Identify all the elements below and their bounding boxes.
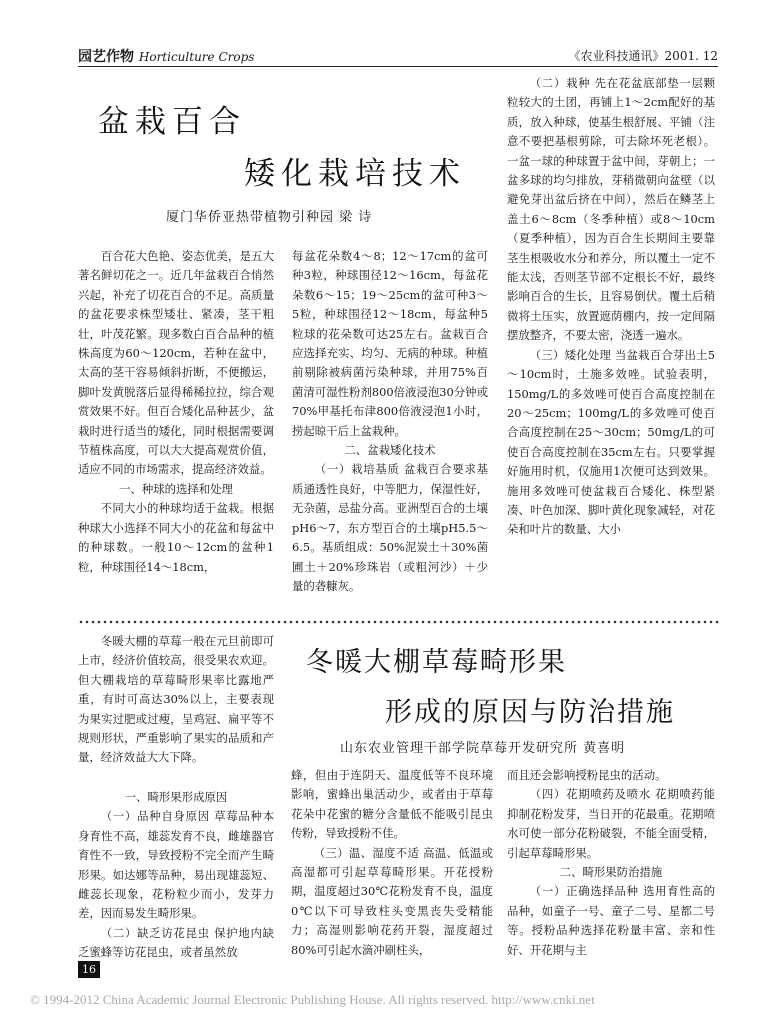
paragraph: 冬暖大棚的草莓一般在元旦前即可上市，经济价值较高，很受果农欢迎。但大棚栽培的草莓畸形果率比露地严重，有时可高达30%以上，主要表现为果实过肥或过瘦，呈鸡冠、扁平等不规则形状，严重影响了果实的品质和产量，经济效益大大下降。 [78, 634, 274, 765]
paragraph: 而且还会影响授粉昆虫的活动。 [507, 768, 667, 782]
paragraph: 百合花大色艳、姿态优美，是五大著名鲜切花之一。近几年盆栽百合悄然兴起，补充了切花百合的不足。高质量的盆花要求株型矮壮、紧凑，茎干粗壮，叶茂花繁。现多数白百合品种的植株高度为60～120cm，若种在盆中，太高的茎干容易倾斜折断，不便搬运，脚叶发黄脱落后显得稀稀拉拉，综合观赏效果不好。但百合矮化品种甚少，盆栽时进行适当的矮化，同时根据需要调节植株高度，可以大大提高观赏价值，适应不同的市场需求，提高经济效益。 [78, 249, 274, 477]
article2-column-1 [78, 788, 274, 963]
section-heading: 一、种球的选择和处理 [119, 481, 233, 496]
article1-column-1 [78, 247, 274, 577]
section-heading: 二、畸形果防治措施 [559, 865, 663, 880]
section-label: 园艺作物 Horticulture Crops [78, 49, 255, 65]
article1-author: 厦门华侨亚热带植物引种园 梁 诗 [166, 210, 373, 225]
article-separator [78, 619, 720, 625]
paragraph: 蜂，但由于连阴天、温度低等不良环境影响，蜜蜂出巢活动少，或者由于草莓花朵中花蜜的糖分含量低不能吸引昆虫传粉，导致授粉不佳。 [291, 768, 493, 841]
page-number: 16 [78, 961, 100, 978]
article1-column-2 [292, 247, 488, 596]
article2-column-2 [291, 766, 493, 960]
article1-title-line2: 矮化栽培技术 [244, 156, 466, 192]
paragraph: （二）栽种 先在花盆底部垫一层颗粒较大的土团，再铺上1～2cm配好的基质，放入种球，使基生根舒展、平铺（注意不要把基根剪除，可去除坏死老根）。一盆一球的种球置于盆中间，芽朝上；一盆多球的均匀排放，芽稍微朝向盆壁（以避免芽出盆后挤在中间），然后在鳞茎上盖土6～8cm（冬季种植）或8～10cm（夏季种植），因为百合生长期间主要靠茎生根吸收水分和养分，所以覆土一定不能太浅，否则茎节部不定根长不好，最终影响百合的生长，且容易倒伏。覆土后稍微将土压实，放置遮荫棚内，按一定间隔摆放整齐，不要太密，浇透一遍水。 [507, 76, 715, 343]
article2-title-line1: 冬暖大棚草莓畸形果 [306, 647, 567, 678]
paragraph: （二）缺乏访花昆虫 保护地内缺乏蜜蜂等访花昆虫，或者虽然放 [78, 925, 274, 960]
article2-intro [78, 632, 274, 768]
paragraph: （三）矮化处理 当盆栽百合芽出土5～10cm时，土施多效唑。试验表明，150mg/L的多效唑可使百合高度控制在20～25cm；100mg/L的多效唑可使百合高度控制在25～30cm；50mg/L的可使百合高度控制在35cm左右。只要掌握好施用时机，仅施用1次便可达到效果。施用多效唑可使盆栽百合矮化、株型紧凑、叶色加深、脚叶黄化现象减轻，对花朵和叶片的数量、大小 [507, 347, 715, 537]
paragraph: 每盆花朵数4～8；12～17cm的盆可种3粒，种球围径12～16cm，每盆花朵数6～15；19～25cm的盆可种3～5粒，种球围径12～18cm，每盆种5粒球的花朵数可达25左右。盆栽百合应选择充实、均匀、无病的种球。种植前剔除被病菌污染种球，并用75%百菌清可湿性粉剂800倍液浸泡30分钟或70%甲基托布津800倍液浸泡1小时，捞起晾干后上盆栽种。 [292, 249, 488, 438]
copyright-footer: © 1994-2012 China Academic Journal Electronic Publishing House. All rights reserved. http://www.cnki.net [30, 992, 595, 1007]
article1-column-3 [507, 74, 715, 540]
article2-title-line2: 形成的原因与防治措施 [385, 697, 675, 728]
running-head [78, 46, 718, 67]
paragraph: （四）花期喷药及喷水 花期喷药能抑制花粉发芽，当日开的花最重。花期喷水可使一部分花粉破裂，不能全面受精，引起草莓畸形果。 [507, 787, 715, 860]
paragraph: （一）栽培基质 盆栽百合要求基质通透性良好，中等肥力，保湿性好，无杂菌，忌盐分高。亚洲型百合的土壤pH6～7，东方型百合的土壤pH5.5～6.5。基质组成：50%泥炭土＋30%菌圃土＋20%珍珠岩（或粗河沙）＋少量的砻糠灰。 [292, 462, 488, 593]
journal-issue: 《农业科技通讯》2001. 12 [568, 49, 718, 63]
paragraph: 不同大小的种球均适于盆栽。根据种球大小选择不同大小的花盆和每盆中的种球数。一般10～12cm的盆种1粒，种球围径14～18cm， [78, 501, 274, 574]
paragraph: （三）温、湿度不适 高温、低温或高湿都可引起草莓畸形果。开花授粉期，温度超过30℃花粉发育不良，温度0℃以下可导致柱头变黑丧失受精能力；高湿则影响花药开裂，湿度超过80%可引起水滴冲刷柱头， [291, 845, 493, 957]
article2-author: 山东农业管理干部学院草莓开发研究所 黄喜明 [340, 741, 626, 756]
section-heading: 二、盆栽矮化技术 [344, 443, 436, 458]
article1-title-line1: 盆栽百合 [98, 104, 246, 140]
section-heading: 一、畸形果形成原因 [124, 790, 228, 804]
paragraph: （一）正确选择品种 选用育性高的品种，如童子一号、童子二号、星都二号等。授粉品种选择花粉量丰富、亲和性好、开花期与主 [507, 884, 715, 957]
section-label-en: Horticulture Crops [138, 50, 255, 64]
paragraph: （一）品种自身原因 草莓品种本身育性不高，雄蕊发育不良，雌雄器官育性不一致，导致授粉不完全而产生畸形果。如达娜等品种，易出现雄蕊短、雌蕊长现象，花粉粒少而小，发芽力差，因而易发生畸形果。 [78, 809, 274, 921]
article2-column-3 [507, 766, 715, 960]
